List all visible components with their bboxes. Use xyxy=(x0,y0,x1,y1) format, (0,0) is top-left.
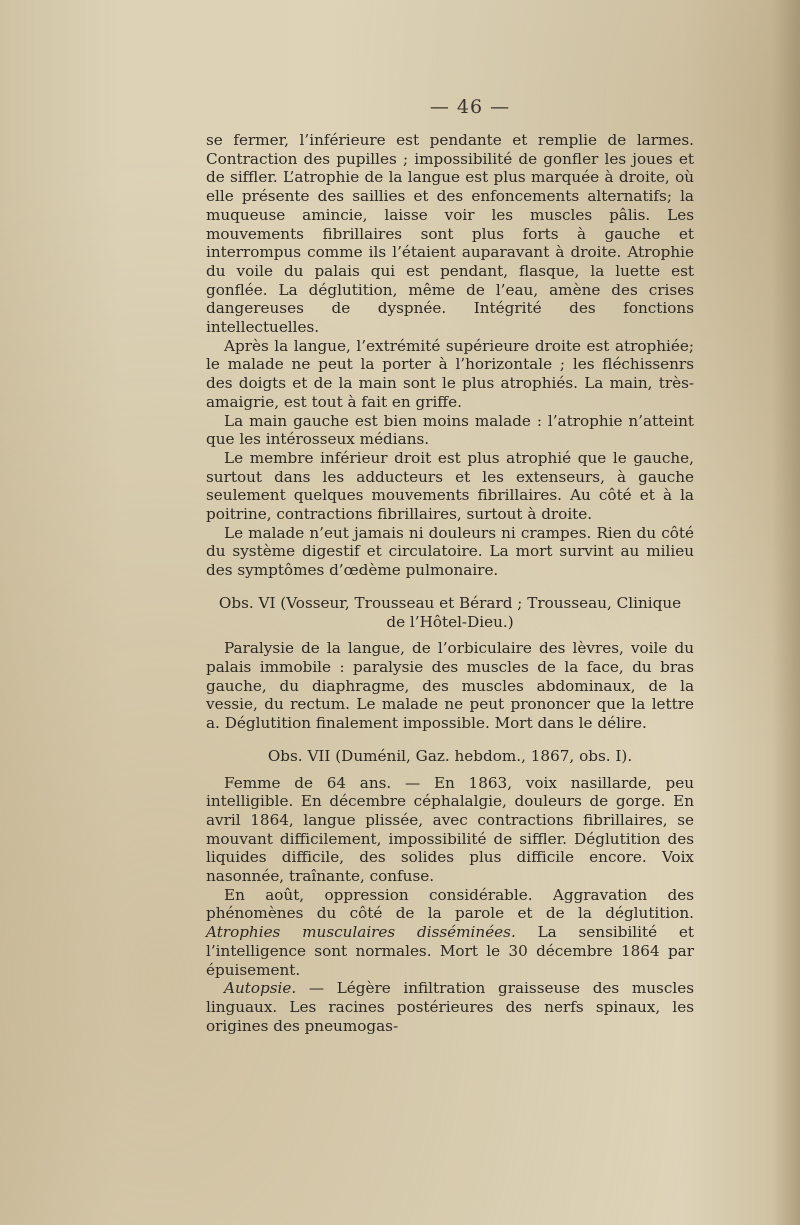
observation-heading: Obs. VII (Duménil, Gaz. hebdom., 1867, obs. I). xyxy=(267,746,633,765)
page-number: — 46 — xyxy=(429,96,511,118)
emphasis-text: Atrophies musculaires disséminées. xyxy=(206,923,516,942)
paragraph: se fermer, l’inférieure est pendante et remplie de larmes. Contraction des pupilles ; impossibilité de gonfler les joues et de siffler. L’atrophie de la langue est plus marquée à droite, où elle présente des saillies et des enfoncements alternatifs; la muqueuse amincie, laisse voir les muscles pâlis. Les mouvements fibrillaires sont plus forts à gauche et interrompus comme ils l’étaient auparavant à droite. Atrophie du voile du palais qui est pendant, flasque, la luette est gonflée. La déglutition, même de l’eau, amène des crises dangereuses de dyspnée. Intégrité des fonctions intellectuelles. xyxy=(206,131,694,337)
text-run: — Légère infiltration graisseuse des muscles linguaux. Les racines postérieures des nerfs spinaux, les origines des pneumogas- xyxy=(206,979,694,1035)
paragraph: La main gauche est bien moins malade : l’atrophie n’atteint que les intérosseux médians. xyxy=(206,411,694,449)
body-text xyxy=(206,131,694,1035)
observation-heading xyxy=(206,594,694,631)
paragraph: Le malade n’eut jamais ni douleurs ni crampes. Rien du côté du système digestif et circulatoire. La mort survint au milieu des symptômes d’œdème pulmonaire. xyxy=(206,523,694,580)
paragraph: Femme de 64 ans. — En 1863, voix nasillarde, peu intelligible. En décembre céphalalgie, douleurs de gorge. En avril 1864, langue plissée, avec contractions fibrillaires, se mouvant difficilement, impossibilité de siffler. Déglutition des liquides difficile, des solides plus difficile encore. Voix nasonnée, traînante, confuse. xyxy=(206,773,694,886)
text-run: En août, oppression considérable. Aggravation des phénomènes du côté de la parole et de la déglutition. xyxy=(206,885,694,923)
paragraph xyxy=(206,886,694,980)
text-run: La sensibilité et l’intelligence sont normales. Mort le 30 décembre 1864 par épuisement. xyxy=(206,923,694,979)
page-edge-shadow xyxy=(772,0,800,1225)
observation-heading-line: Obs. VI (Vosseur, Trousseau et Bérard ; Trousseau, Clinique xyxy=(218,593,682,612)
emphasis-text: Autopsie. xyxy=(224,979,297,998)
paragraph: Le membre inférieur droit est plus atrophié que le gauche, surtout dans les adducteurs et les extenseurs, à gauche seulement quelques mouvements fibrillaires. Au côté et à la poitrine, contractions fibrillaires, surtout à droite. xyxy=(206,448,694,524)
paragraph xyxy=(206,979,694,1035)
observation-heading-line: de l’Hôtel-Dieu.) xyxy=(386,612,514,631)
paragraph: Après la langue, l’extrémité supérieure droite est atrophiée; le malade ne peut la porter à l’horizontale ; les fléchissenrs des doigts et de la main sont le plus atrophiés. La main, très-amaigrie, est tout à fait en griffe. xyxy=(206,336,694,411)
paragraph: Paralysie de la langue, de l’orbiculaire des lèvres, voile du palais immobile : paralysie des muscles de la face, du bras gauche, du diaphragme, des muscles abdominaux, de la vessie, du rectum. Le malade ne peut prononcer que la lettre a. Déglutition finalement impossible. Mort dans le délire. xyxy=(206,639,694,733)
